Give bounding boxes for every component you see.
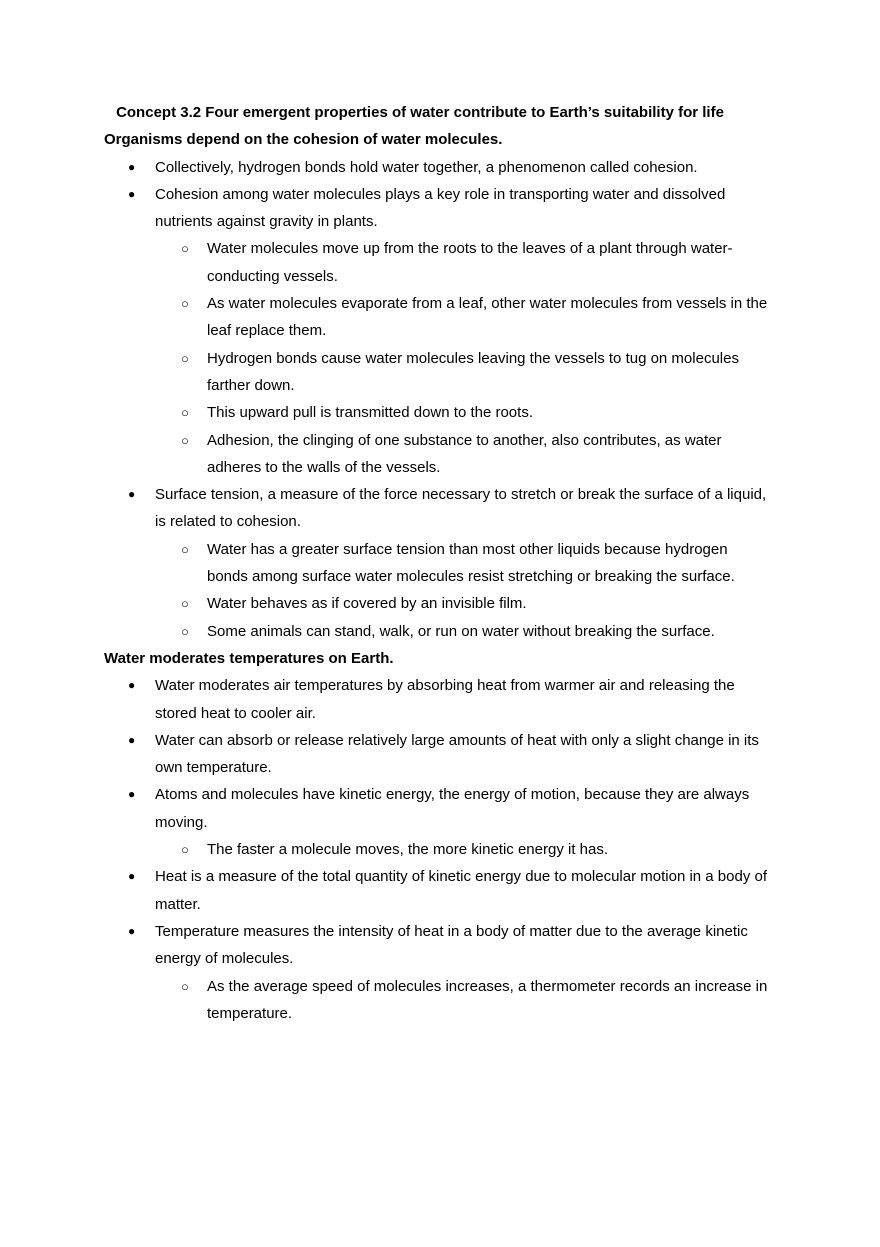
bullet-list <box>104 154 784 645</box>
sub-list-item: ○ As the average speed of molecules increases, a thermometer records an increase in temperature. <box>104 973 772 1028</box>
sub-list-item: ○ Adhesion, the clinging of one substance to another, also contributes, as water adheres to the walls of the vessels. <box>104 427 772 482</box>
list-item: ● Temperature measures the intensity of heat in a body of matter due to the average kinetic energy of molecules. <box>104 918 775 973</box>
list-item: ● Cohesion among water molecules plays a key role in transporting water and dissolved nutrients against gravity in plants. <box>104 181 775 236</box>
bullet-list <box>104 672 784 1027</box>
sub-list-item: ○ The faster a molecule moves, the more kinetic energy it has. <box>104 836 772 863</box>
list-item: ● Heat is a measure of the total quantity of kinetic energy due to molecular motion in a body of matter. <box>104 863 775 918</box>
sub-list-item: ○ Water molecules move up from the roots to the leaves of a plant through water-conducting vessels. <box>104 235 772 290</box>
section-heading: Organisms depend on the cohesion of water molecules. <box>104 131 503 149</box>
sections <box>104 126 784 1027</box>
document-page <box>104 99 784 1027</box>
sub-list-item: ○ Some animals can stand, walk, or run on water without breaking the surface. <box>104 618 772 645</box>
list-item: ● Water moderates air temperatures by absorbing heat from warmer air and releasing the stored heat to cooler air. <box>104 672 775 727</box>
list-item: ● Water can absorb or release relatively large amounts of heat with only a slight change in its own temperature. <box>104 727 775 782</box>
sub-list-item: ○ Water behaves as if covered by an invisible film. <box>104 590 772 617</box>
page-title: Concept 3.2 Four emergent properties of water contribute to Earth’s suitability for life <box>116 104 724 121</box>
list-item: ● Collectively, hydrogen bonds hold water together, a phenomenon called cohesion. <box>104 154 775 181</box>
section-heading: Water moderates temperatures on Earth. <box>104 649 394 667</box>
sub-list-item: ○ Water has a greater surface tension than most other liquids because hydrogen bonds among surface water molecules resist stretching or breaking the surface. <box>104 536 772 591</box>
sub-list-item: ○ This upward pull is transmitted down to the roots. <box>104 399 772 426</box>
sub-list-item: ○ Hydrogen bonds cause water molecules leaving the vessels to tug on molecules farther down. <box>104 345 772 400</box>
list-item: ● Atoms and molecules have kinetic energy, the energy of motion, because they are always moving. <box>104 781 775 836</box>
sub-list-item: ○ As water molecules evaporate from a leaf, other water molecules from vessels in the leaf replace them. <box>104 290 772 345</box>
list-item: ● Surface tension, a measure of the force necessary to stretch or break the surface of a liquid, is related to cohesion. <box>104 481 775 536</box>
